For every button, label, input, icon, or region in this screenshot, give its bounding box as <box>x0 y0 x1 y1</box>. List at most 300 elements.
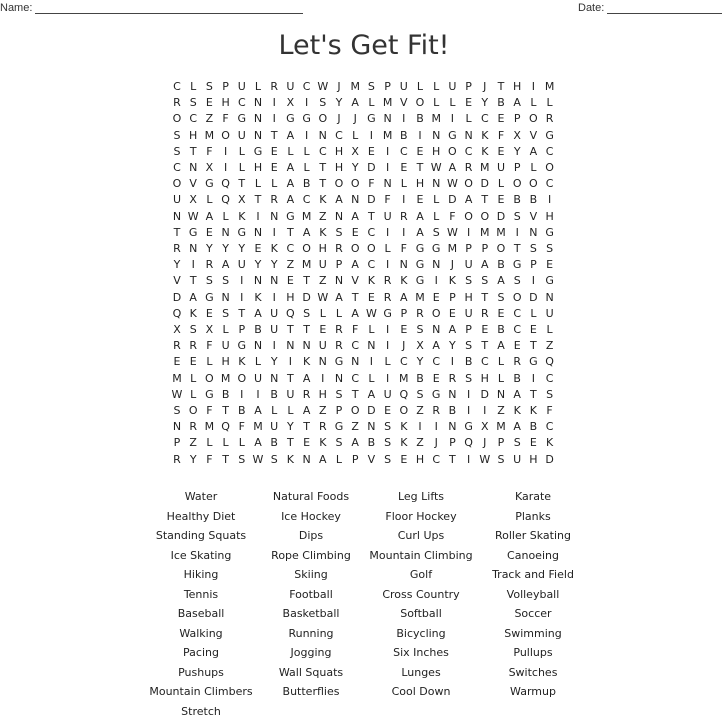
grid-letter[interactable]: G <box>383 306 392 320</box>
grid-letter[interactable]: I <box>450 355 455 369</box>
grid-letter[interactable]: B <box>238 404 246 417</box>
grid-letter[interactable]: G <box>545 128 554 142</box>
grid-letter[interactable]: E <box>270 161 278 174</box>
grid-letter[interactable]: B <box>367 436 376 450</box>
grid-letter[interactable]: W <box>365 306 377 320</box>
grid-letter[interactable]: R <box>383 274 392 288</box>
grid-letter[interactable]: L <box>222 436 229 450</box>
grid-letter[interactable]: S <box>205 274 213 288</box>
grid-letter[interactable]: P <box>335 404 343 417</box>
grid-letter[interactable]: O <box>350 404 360 417</box>
grid-letter[interactable]: I <box>240 290 244 304</box>
grid-letter[interactable]: D <box>367 193 376 207</box>
grid-letter[interactable]: E <box>303 436 311 450</box>
grid-letter[interactable]: O <box>431 306 441 320</box>
grid-letter[interactable]: Q <box>221 193 230 207</box>
grid-letter[interactable]: K <box>400 420 408 434</box>
grid-letter[interactable]: I <box>304 96 309 110</box>
grid-letter[interactable]: H <box>545 209 554 223</box>
grid-letter[interactable]: D <box>529 290 538 304</box>
grid-letter[interactable]: I <box>531 274 536 288</box>
grid-letter[interactable]: H <box>529 452 538 466</box>
grid-letter[interactable]: S <box>513 436 521 450</box>
grid-letter[interactable]: M <box>480 161 490 174</box>
grid-letter[interactable]: S <box>497 452 505 466</box>
grid-letter[interactable]: U <box>286 80 295 93</box>
grid-letter[interactable]: I <box>418 420 422 434</box>
grid-letter[interactable]: L <box>206 193 213 207</box>
grid-letter[interactable]: G <box>415 242 425 255</box>
grid-letter[interactable]: N <box>286 339 295 353</box>
grid-letter[interactable]: S <box>303 306 311 320</box>
grid-letter[interactable]: A <box>319 452 327 466</box>
grid-letter[interactable]: L <box>206 436 213 450</box>
grid-letter[interactable]: A <box>221 258 230 272</box>
grid-letter[interactable]: C <box>513 323 522 336</box>
grid-letter[interactable]: U <box>383 209 392 223</box>
grid-letter[interactable]: P <box>351 452 359 466</box>
grid-letter[interactable]: L <box>271 404 278 417</box>
grid-letter[interactable]: A <box>335 193 343 207</box>
grid-letter[interactable]: O <box>512 177 522 191</box>
grid-letter[interactable]: O <box>512 290 522 304</box>
grid-letter[interactable]: E <box>400 161 408 174</box>
grid-letter[interactable]: G <box>205 290 214 304</box>
grid-letter[interactable]: G <box>545 225 554 239</box>
grid-letter[interactable]: N <box>318 128 327 142</box>
grid-letter[interactable]: J <box>337 112 341 126</box>
grid-letter[interactable]: S <box>465 339 473 353</box>
grid-letter[interactable]: U <box>270 420 279 434</box>
grid-letter[interactable]: D <box>448 193 457 207</box>
grid-letter[interactable]: Y <box>351 161 359 174</box>
grid-letter[interactable]: I <box>272 96 276 110</box>
grid-letter[interactable]: N <box>253 96 263 110</box>
grid-letter[interactable]: N <box>432 128 441 142</box>
grid-letter[interactable]: O <box>529 177 538 191</box>
grid-letter[interactable]: R <box>270 193 279 207</box>
grid-letter[interactable]: S <box>546 242 554 255</box>
grid-letter[interactable]: O <box>415 96 425 110</box>
grid-letter[interactable]: A <box>529 144 538 158</box>
grid-letter[interactable]: M <box>301 258 312 272</box>
grid-letter[interactable]: N <box>334 274 344 288</box>
grid-letter[interactable]: S <box>205 80 213 93</box>
grid-letter[interactable]: U <box>270 323 279 336</box>
name-field[interactable] <box>0 2 303 14</box>
grid-letter[interactable]: Z <box>205 112 214 126</box>
grid-letter[interactable]: U <box>496 161 506 174</box>
grid-letter[interactable]: L <box>546 96 553 110</box>
grid-letter[interactable]: L <box>384 355 391 369</box>
grid-letter[interactable]: I <box>385 144 390 158</box>
grid-letter[interactable]: F <box>400 242 407 255</box>
grid-letter[interactable]: A <box>286 193 295 207</box>
grid-letter[interactable]: M <box>301 209 312 223</box>
grid-letter[interactable]: K <box>319 225 327 239</box>
grid-letter[interactable]: B <box>416 112 424 126</box>
grid-letter[interactable]: L <box>303 161 310 174</box>
grid-letter[interactable]: O <box>350 242 360 255</box>
grid-letter[interactable]: Z <box>497 404 505 417</box>
grid-letter[interactable]: C <box>351 339 360 353</box>
grid-letter[interactable]: B <box>513 371 521 385</box>
grid-letter[interactable]: P <box>513 112 521 126</box>
grid-letter[interactable]: O <box>350 177 360 191</box>
grid-letter[interactable]: Q <box>545 355 554 369</box>
grid-letter[interactable]: O <box>205 371 214 385</box>
grid-letter[interactable]: G <box>253 144 263 158</box>
grid-letter[interactable]: H <box>415 452 425 466</box>
grid-letter[interactable]: X <box>173 323 181 336</box>
grid-letter[interactable]: S <box>335 436 343 450</box>
grid-letter[interactable]: C <box>189 112 198 126</box>
grid-letter[interactable]: Q <box>172 306 182 320</box>
grid-letter[interactable]: N <box>383 177 392 191</box>
grid-letter[interactable]: R <box>189 339 198 353</box>
grid-letter[interactable]: L <box>497 371 505 385</box>
grid-letter[interactable]: S <box>222 306 230 320</box>
grid-letter[interactable]: R <box>448 371 457 385</box>
grid-letter[interactable]: F <box>206 339 213 353</box>
grid-letter[interactable]: N <box>253 128 263 142</box>
grid-letter[interactable]: I <box>304 128 309 142</box>
grid-letter[interactable]: C <box>545 371 554 385</box>
grid-letter[interactable]: D <box>496 209 506 223</box>
grid-letter[interactable]: S <box>173 404 181 417</box>
grid-letter[interactable]: H <box>513 80 522 93</box>
grid-letter[interactable]: R <box>189 420 198 434</box>
grid-letter[interactable]: R <box>464 161 473 174</box>
grid-letter[interactable]: Y <box>287 420 294 434</box>
grid-letter[interactable]: K <box>400 274 408 288</box>
grid-letter[interactable]: M <box>382 96 393 110</box>
grid-letter[interactable]: M <box>382 128 393 142</box>
grid-letter[interactable]: K <box>302 355 311 369</box>
grid-letter[interactable]: K <box>481 128 489 142</box>
grid-letter[interactable]: A <box>286 128 295 142</box>
grid-letter[interactable]: I <box>402 225 406 239</box>
grid-letter[interactable]: U <box>172 193 182 207</box>
grid-letter[interactable]: I <box>466 404 471 417</box>
grid-letter[interactable]: R <box>545 112 554 126</box>
grid-letter[interactable]: L <box>368 371 375 385</box>
grid-letter[interactable]: Y <box>513 144 521 158</box>
grid-letter[interactable]: L <box>254 355 262 369</box>
grid-letter[interactable]: U <box>545 306 554 320</box>
grid-letter[interactable]: N <box>221 290 230 304</box>
grid-letter[interactable]: Y <box>481 96 489 110</box>
grid-letter[interactable]: U <box>253 371 263 385</box>
grid-letter[interactable]: Y <box>449 339 456 353</box>
grid-letter[interactable]: R <box>335 242 343 255</box>
grid-letter[interactable]: I <box>272 290 276 304</box>
grid-letter[interactable]: I <box>321 371 325 385</box>
grid-letter[interactable]: Y <box>416 355 424 369</box>
grid-letter[interactable]: P <box>449 436 456 450</box>
grid-letter[interactable]: O <box>496 242 506 255</box>
grid-letter[interactable]: Z <box>351 420 359 434</box>
grid-letter[interactable]: M <box>350 80 360 93</box>
grid-letter[interactable]: O <box>480 209 490 223</box>
grid-letter[interactable]: G <box>431 387 441 401</box>
grid-letter[interactable]: O <box>448 144 457 158</box>
grid-letter[interactable]: E <box>481 323 489 336</box>
grid-letter[interactable]: A <box>302 371 311 385</box>
grid-letter[interactable]: T <box>287 225 294 239</box>
grid-letter[interactable]: H <box>334 161 344 174</box>
grid-letter[interactable]: R <box>173 242 181 255</box>
grid-letter[interactable]: O <box>464 209 473 223</box>
grid-letter[interactable]: K <box>189 306 197 320</box>
grid-letter[interactable]: L <box>238 161 245 174</box>
grid-letter[interactable]: T <box>319 161 327 174</box>
grid-letter[interactable]: E <box>400 452 408 466</box>
grid-letter[interactable]: E <box>286 274 294 288</box>
grid-letter[interactable]: F <box>206 452 213 466</box>
date-field[interactable] <box>578 2 722 14</box>
grid-letter[interactable]: G <box>464 420 473 434</box>
grid-letter[interactable]: S <box>270 452 278 466</box>
grid-letter[interactable]: C <box>545 177 554 191</box>
grid-letter[interactable]: B <box>221 387 230 401</box>
grid-letter[interactable]: N <box>351 193 360 207</box>
grid-letter[interactable]: N <box>302 339 311 353</box>
grid-letter[interactable]: N <box>448 420 457 434</box>
grid-letter[interactable]: T <box>530 339 537 353</box>
grid-letter[interactable]: G <box>205 177 214 191</box>
grid-letter[interactable]: I <box>240 387 244 401</box>
grid-letter[interactable]: H <box>221 355 230 369</box>
grid-letter[interactable]: L <box>335 452 343 466</box>
grid-letter[interactable]: M <box>399 371 409 385</box>
grid-letter[interactable]: I <box>466 452 471 466</box>
grid-letter[interactable]: E <box>416 144 424 158</box>
grid-letter[interactable]: C <box>173 161 181 174</box>
grid-letter[interactable]: N <box>432 177 441 191</box>
grid-letter[interactable]: L <box>497 355 505 369</box>
grid-letter[interactable]: F <box>206 144 213 158</box>
grid-letter[interactable]: I <box>223 144 228 158</box>
grid-letter[interactable]: I <box>256 387 260 401</box>
grid-letter[interactable]: L <box>368 96 375 110</box>
grid-letter[interactable]: M <box>480 225 490 239</box>
grid-letter[interactable]: W <box>479 452 491 466</box>
grid-letter[interactable]: K <box>270 242 278 255</box>
grid-letter[interactable]: K <box>319 193 327 207</box>
grid-letter[interactable]: B <box>497 96 505 110</box>
grid-letter[interactable]: B <box>513 193 521 207</box>
grid-letter[interactable]: M <box>496 225 506 239</box>
grid-letter[interactable]: O <box>529 112 538 126</box>
grid-letter[interactable]: N <box>448 387 457 401</box>
grid-letter[interactable]: X <box>189 193 197 207</box>
grid-letter[interactable]: L <box>238 436 245 450</box>
grid-letter[interactable]: G <box>415 258 425 272</box>
grid-letter[interactable]: P <box>530 258 537 272</box>
grid-letter[interactable]: X <box>205 323 214 336</box>
grid-letter[interactable]: V <box>367 452 376 466</box>
grid-letter[interactable]: T <box>254 193 262 207</box>
grid-letter[interactable]: N <box>189 161 198 174</box>
grid-letter[interactable]: L <box>287 144 294 158</box>
grid-letter[interactable]: A <box>351 209 359 223</box>
grid-letter[interactable]: L <box>190 80 197 93</box>
grid-letter[interactable]: Q <box>221 177 230 191</box>
grid-letter[interactable]: E <box>497 112 505 126</box>
grid-letter[interactable]: S <box>319 96 327 110</box>
grid-letter[interactable]: K <box>400 436 408 450</box>
grid-letter[interactable]: L <box>433 96 440 110</box>
grid-letter[interactable]: X <box>481 420 489 434</box>
grid-letter[interactable]: G <box>545 274 554 288</box>
grid-letter[interactable]: P <box>449 290 456 304</box>
grid-letter[interactable]: M <box>431 112 441 126</box>
grid-letter[interactable]: A <box>513 387 521 401</box>
grid-letter[interactable]: S <box>529 242 537 255</box>
grid-letter[interactable]: C <box>545 420 554 434</box>
grid-letter[interactable]: H <box>415 177 425 191</box>
grid-letter[interactable]: U <box>464 258 473 272</box>
grid-letter[interactable]: I <box>434 420 438 434</box>
grid-letter[interactable]: A <box>367 387 376 401</box>
grid-letter[interactable]: S <box>481 274 489 288</box>
grid-letter[interactable]: T <box>513 242 521 255</box>
grid-letter[interactable]: I <box>385 225 390 239</box>
grid-letter[interactable]: R <box>173 339 181 353</box>
grid-letter[interactable]: O <box>237 371 247 385</box>
grid-letter[interactable]: V <box>529 128 538 142</box>
grid-letter[interactable]: A <box>351 96 359 110</box>
grid-letter[interactable]: L <box>465 112 472 126</box>
grid-letter[interactable]: S <box>546 387 554 401</box>
grid-letter[interactable]: J <box>483 80 487 93</box>
grid-letter[interactable]: I <box>240 274 244 288</box>
grid-letter[interactable]: H <box>318 387 327 401</box>
grid-letter[interactable]: I <box>466 387 471 401</box>
grid-letter[interactable]: C <box>480 112 489 126</box>
grid-letter[interactable]: L <box>190 387 197 401</box>
grid-letter[interactable]: I <box>272 112 276 126</box>
grid-letter[interactable]: R <box>270 80 279 93</box>
grid-letter[interactable]: M <box>415 290 425 304</box>
grid-letter[interactable]: A <box>481 258 489 272</box>
grid-letter[interactable]: C <box>173 80 181 93</box>
grid-letter[interactable]: E <box>497 144 505 158</box>
grid-letter[interactable]: N <box>432 323 441 336</box>
grid-letter[interactable]: V <box>529 209 538 223</box>
grid-letter[interactable]: N <box>383 112 392 126</box>
grid-letter[interactable]: T <box>416 161 424 174</box>
grid-letter[interactable]: N <box>253 112 263 126</box>
grid-letter[interactable]: I <box>385 371 390 385</box>
grid-letter[interactable]: L <box>222 323 229 336</box>
grid-letter[interactable]: J <box>434 436 438 450</box>
grid-letter[interactable]: E <box>432 371 440 385</box>
grid-letter[interactable]: Y <box>335 96 343 110</box>
grid-letter[interactable]: H <box>480 371 489 385</box>
grid-letter[interactable]: G <box>302 112 311 126</box>
grid-letter[interactable]: H <box>286 290 295 304</box>
grid-letter[interactable]: T <box>238 306 246 320</box>
grid-letter[interactable]: E <box>432 290 440 304</box>
grid-letter[interactable]: H <box>221 96 230 110</box>
grid-letter[interactable]: Z <box>319 209 327 223</box>
grid-letter[interactable]: N <box>351 355 360 369</box>
grid-letter[interactable]: W <box>171 387 183 401</box>
grid-letter[interactable]: L <box>433 193 440 207</box>
grid-letter[interactable]: T <box>270 128 278 142</box>
grid-letter[interactable]: Y <box>238 242 246 255</box>
grid-letter[interactable]: N <box>318 355 327 369</box>
grid-letter[interactable]: G <box>367 112 376 126</box>
grid-letter[interactable]: C <box>237 96 246 110</box>
grid-letter[interactable]: A <box>254 436 262 450</box>
grid-letter[interactable]: B <box>270 387 278 401</box>
grid-letter[interactable]: M <box>204 128 215 142</box>
grid-letter[interactable]: W <box>187 209 199 223</box>
grid-letter[interactable]: S <box>384 452 392 466</box>
grid-letter[interactable]: P <box>400 306 408 320</box>
grid-letter[interactable]: B <box>497 323 505 336</box>
grid-letter[interactable]: N <box>253 339 263 353</box>
grid-letter[interactable]: S <box>416 387 424 401</box>
grid-letter[interactable]: G <box>205 387 214 401</box>
grid-letter[interactable]: W <box>317 80 329 93</box>
grid-letter[interactable]: T <box>189 144 197 158</box>
grid-letter[interactable]: Y <box>173 258 181 272</box>
grid-letter[interactable]: C <box>545 144 554 158</box>
grid-letter[interactable]: A <box>400 290 408 304</box>
grid-letter[interactable]: A <box>254 306 262 320</box>
grid-letter[interactable]: L <box>319 306 326 320</box>
grid-letter[interactable]: Y <box>270 258 278 272</box>
grid-letter[interactable]: L <box>287 404 294 417</box>
grid-letter[interactable]: C <box>367 225 376 239</box>
grid-letter[interactable]: E <box>173 355 181 369</box>
grid-letter[interactable]: E <box>384 404 392 417</box>
grid-letter[interactable]: I <box>385 258 390 272</box>
grid-letter[interactable]: L <box>530 306 537 320</box>
grid-letter[interactable]: A <box>448 323 457 336</box>
grid-letter[interactable]: G <box>448 128 457 142</box>
grid-letter[interactable]: L <box>530 161 537 174</box>
grid-letter[interactable]: S <box>465 274 473 288</box>
grid-letter[interactable]: P <box>497 436 505 450</box>
grid-letter[interactable]: N <box>545 290 554 304</box>
grid-letter[interactable]: S <box>384 436 392 450</box>
grid-letter[interactable]: A <box>189 290 197 304</box>
grid-letter[interactable]: K <box>513 404 521 417</box>
grid-letter[interactable]: X <box>286 96 295 110</box>
grid-letter[interactable]: H <box>189 128 198 142</box>
grid-letter[interactable]: B <box>529 193 538 207</box>
grid-letter[interactable]: T <box>481 193 489 207</box>
grid-letter[interactable]: W <box>252 452 264 466</box>
grid-letter[interactable]: A <box>464 193 473 207</box>
grid-letter[interactable]: P <box>465 242 472 255</box>
grid-letter[interactable]: B <box>254 323 262 336</box>
grid-letter[interactable]: N <box>432 258 441 272</box>
grid-letter[interactable]: K <box>238 209 246 223</box>
grid-letter[interactable]: G <box>334 355 344 369</box>
grid-letter[interactable]: I <box>385 161 390 174</box>
grid-letter[interactable]: Q <box>286 306 295 320</box>
grid-letter[interactable]: R <box>302 387 311 401</box>
grid-letter[interactable]: F <box>449 209 456 223</box>
grid-letter[interactable]: N <box>172 209 182 223</box>
grid-letter[interactable]: A <box>286 161 295 174</box>
